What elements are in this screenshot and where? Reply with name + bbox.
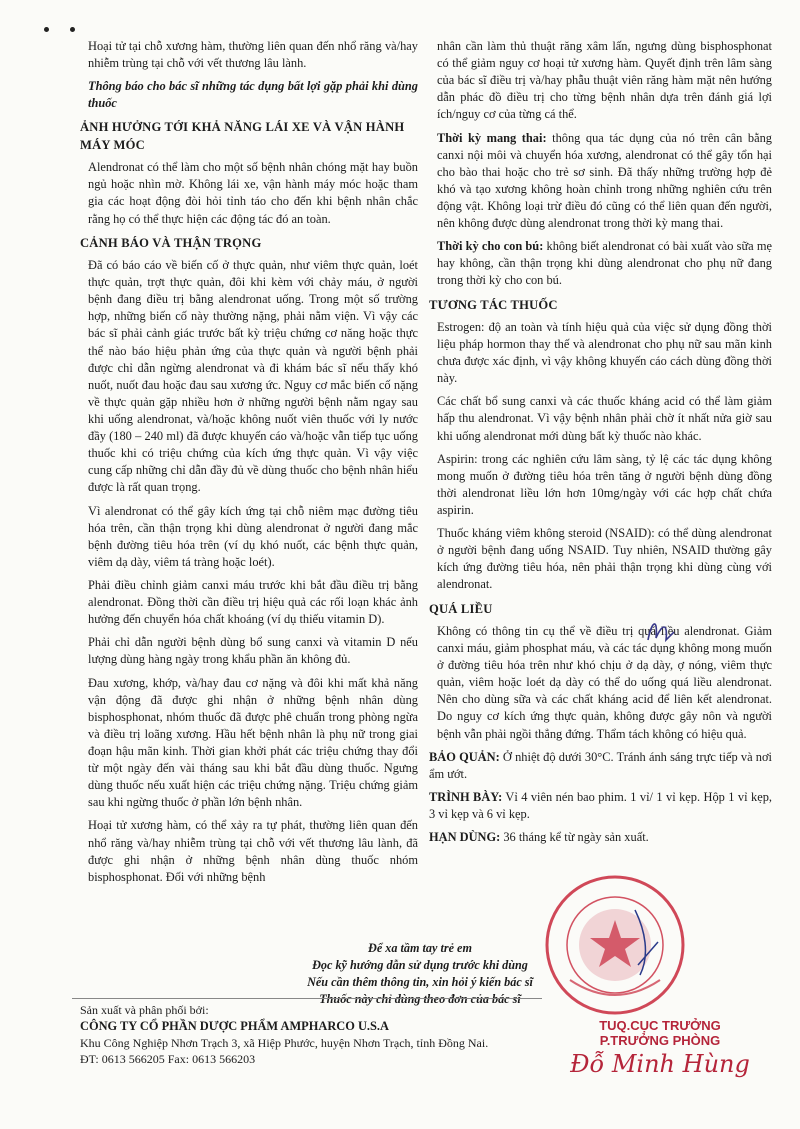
driving-text: Alendronat có thể làm cho một số bệnh nhân chóng mặt hay buồn ngủ hoặc nhìn mờ. Không lái xe, vận hành máy móc hoặc tham gia các hoạt động đòi hỏi tỉnh táo cho đến khi bệnh nhân chắc rằng họ có thể thực hiện các động tác đó an toàn.	[88, 160, 418, 226]
heading-driving: ẢNH HƯỞNG TỚI KHẢ NĂNG LÁI XE VÀ VẬN HÀNH MÁY MÓC	[80, 120, 405, 152]
storage-label: BẢO QUẢN:	[429, 749, 500, 764]
official-stamp-seal	[540, 870, 690, 1020]
signature-title-2: P.TRƯỞNG PHÒNG	[599, 1033, 721, 1048]
warning-line-1: Để xa tầm tay trẻ em	[368, 941, 472, 955]
warning-line-3: Nếu cần thêm thông tin, xin hỏi ý kiến bác sĩ	[307, 975, 533, 990]
interaction-estrogen: Estrogen: độ an toàn và tính hiệu quả của việc sử dụng đồng thời liệu pháp hormon thay thế và alendronat cho phụ nữ sau mãn kinh chưa được xác định, vì vậy không khuyến cáo cách dùng đồng thời này.	[437, 319, 772, 386]
pregnancy-text: thông qua tác dụng của nó trên cân bằng canxi nội môi và chuyển hóa xương, alendronat có thể gây tổn hại cho bào thai hoặc cho trẻ sơ sinh. Đã thấy những trường hợp đẻ khó và tạo xương không hoàn chỉnh trong những nghiên cứu trên động vật. Không loại trừ điều đó cũng có thể liên quan đến người, nên không được dùng alendronat trong thời kỳ mang thai.	[437, 130, 772, 231]
osteonecrosis-note: Hoại tử tại chỗ xương hàm, thường liên quan đến nhổ răng và/hay nhiễm trùng tại chỗ với vết thương lâu lành.	[88, 39, 418, 71]
heading-interactions: TƯƠNG TÁC THUỐC	[429, 297, 558, 312]
warning-paragraph-3: Phải điều chỉnh giảm canxi máu trước khi bắt đầu điều trị bằng alendronat. Đồng thời cần điều trị hiệu quả các rối loạn khác ảnh hưởng đến chuyển hóa chất khoáng (ví dụ thiếu vitamin D).	[88, 577, 418, 627]
signature-block	[570, 1018, 750, 1078]
overdose-text: Không có thông tin cụ thể về điều trị quá liều alendronat. Giảm canxi máu, giảm phosphat máu, và các tác dụng không mong muốn ở đường tiêu hóa trên như khó chịu ở dạ dày, ợ nóng, viêm thực quản, viêm hoặc loét dạ dày có thể do uống quá liều alendronat. Nên cho dùng sữa và các chất kháng acid để liên kết alendronat. Do nguy cơ kích ứng thực quản, không được gây nôn và người bệnh vẫn phải ngồi thẳng đứng. Thẩm tách không có hiệu quả.	[437, 623, 772, 741]
interaction-aspirin: Aspirin: trong các nghiên cứu lâm sàng, tỷ lệ các tác dụng không mong muốn ở đường tiêu hóa trên tăng ở người bệnh dùng đồng thời alendronat liều lớn hơn 10mg/ngày với các hợp chất chứa aspirin.	[437, 451, 772, 517]
presentation-paragraph	[429, 789, 772, 823]
expiry-label: HẠN DÙNG:	[429, 830, 501, 845]
warning-paragraph-6: Hoại tử xương hàm, có thể xảy ra tự phát, thường liên quan đến nhổ răng và/hay nhiễm trùng tại chỗ với vết thương lâu lành, đã được ghi nhận ở những bệnh nhân dùng thuốc nhóm bisphosphonat. Đối với những bệnh	[88, 818, 418, 884]
lactation-label: Thời kỳ cho con bú:	[437, 239, 544, 254]
warning-paragraph-5: Đau xương, khớp, và/hay đau cơ nặng và đôi khi mất khả năng vận động đã được ghi nhận ở những bệnh nhân dùng bisphosphonat, nhóm thuốc đã được phê chuẩn trong phòng ngừa và điều trị loãng xương. Hầu hết bệnh nhân là phụ nữ trong giai đoạn hậu mãn kinh. Thời gian khởi phát các triệu chứng thay đổi từ một ngày đến vài tháng sau khi bắt đầu dùng thuốc. Ngưng dùng thuốc nếu xuất hiện các triệu chứng nặng. Triệu chứng giảm sau khi ngừng thuốc ở phần lớn bệnh nhân.	[88, 675, 418, 810]
presentation-label: TRÌNH BÀY:	[429, 789, 503, 804]
corner-mark-1	[44, 27, 49, 32]
signature-title-1: TUQ.CỤC TRƯỞNG	[599, 1018, 721, 1033]
warning-line-2: Đọc kỹ hướng dẫn sử dụng trước khi dùng	[312, 958, 528, 973]
storage-text: Ở nhiệt độ dưới 30°C. Tránh ánh sáng trực tiếp và nơi ẩm ướt.	[429, 749, 772, 781]
warning-paragraph-1: Đã có báo cáo về biến cố ở thực quản, như viêm thực quản, loét thực quản, trợt thực quản, đôi khi kèm với chảy máu, ở người bệnh đang điều trị bằng alendronat uống. Trong một số trường hợp, những biến cố này thường nặng, phải nằm viện. Vì vậy các bác sĩ phải cảnh giác trước bất kỳ triệu chứng cơ năng hoặc thực thể nào báo hiệu phản ứng của thực quản và người bệnh phải được chỉ dẫn ngừng alendronat và đi khám bác sĩ nếu thấy khó nuốt, nuốt đau hoặc đau sau xương ức. Nguy cơ mắc biến cố nặng về thực quản gặp nhiều hơn ở những người bệnh nằm ngay sau khi uống alendronat, và/hoặc không nuốt viên thuốc với ly nước đầy (180 – 240 ml) đã được khuyến cáo và/hoặc vẫn tiếp tục uống thuốc khi có triệu chứng của kích ứng thực quản. Vì vậy việc cung cấp những chỉ dẫn đầy đủ về dùng thuốc cho bệnh nhân hiểu được là rất quan trọng.	[88, 258, 418, 495]
expiry-text: 36 tháng kể từ ngày sản xuất.	[500, 830, 649, 845]
company-phone: ĐT: 0613 566205 Fax: 0613 566203	[80, 1052, 256, 1067]
company-address: Khu Công Nghiệp Nhơn Trạch 3, xã Hiệp Phước, huyện Nhơn Trạch, tỉnh Đồng Nai.	[80, 1035, 489, 1050]
interaction-calcium: Các chất bổ sung canxi và các thuốc kháng acid có thể làm giảm hấp thu alendronat. Vì vậy bệnh nhân phải chờ ít nhất nửa giờ sau khi uống alendronat mới dùng bất kỳ thuốc nào khác.	[437, 394, 772, 443]
footer-divider	[72, 998, 542, 999]
storage-paragraph	[429, 749, 772, 783]
lactation-text: không biết alendronat có bài xuất vào sữa mẹ hay không, cần thận trọng khi dùng alendronat cho phụ nữ đang trong thời kỳ cho con bú.	[437, 239, 772, 288]
manufacturer-block	[80, 1002, 550, 1067]
warning-paragraph-2: Vì alendronat có thể gây kích ứng tại chỗ niêm mạc đường tiêu hóa trên, cần thận trọng khi dùng alendronat ở người đang mắc bệnh đường tiêu hóa trên (ví dụ khó nuốt, các bệnh thực quản, viêm dạ dày, viêm tá tràng hoặc loét).	[88, 503, 418, 569]
warning-line-4: Thuốc này chỉ dùng theo đơn của bác sĩ	[319, 992, 521, 1007]
right-column	[429, 38, 772, 852]
left-column	[80, 38, 418, 892]
signature-name: Đỗ Minh Hùng	[570, 1050, 750, 1078]
pregnancy-paragraph	[437, 130, 772, 233]
presentation-text: Vỉ 4 viên nén bao phim. 1 vỉ/ 1 vỉ kẹp. Hộp 1 vỉ kẹp, 3 vỉ kẹp và 6 vỉ kẹp.	[429, 789, 772, 822]
heading-warnings: CẢNH BÁO VÀ THẬN TRỌNG	[80, 235, 262, 250]
warning-paragraph-4: Phải chỉ dẫn người bệnh dùng bổ sung canxi và vitamin D nếu lượng dùng hàng ngày trong khẩu phần ăn không đủ.	[88, 635, 418, 667]
report-notice: Thông báo cho bác sĩ những tác dụng bất lợi gặp phải khi dùng thuốc	[88, 79, 418, 111]
pregnancy-label: Thời kỳ mang thai:	[437, 130, 547, 145]
expiry-paragraph	[429, 829, 772, 846]
manufacturer-intro: Sản xuất và phân phối bởi:	[80, 1003, 209, 1017]
corner-mark-2	[70, 27, 75, 32]
initial-signature-icon	[640, 610, 680, 650]
company-name: CÔNG TY CỔ PHẦN DƯỢC PHẨM AMPHARCO U.S.A	[80, 1019, 389, 1034]
lactation-paragraph	[437, 238, 772, 289]
heading-overdose: QUÁ LIỀU	[429, 601, 493, 616]
continued-paragraph: nhân cần làm thủ thuật răng xâm lấn, ngưng dùng bisphosphonat có thể giảm nguy cơ hoại tử xương hàm. Quyết định trên lâm sàng của bác sĩ điều trị và/hay phẫu thuật viên răng hàm mặt nên hướng dẫn phác đồ điều trị cho từng bệnh nhân dựa trên đánh giá lợi ích/nguy cơ của từng cá thể.	[437, 39, 772, 122]
interaction-nsaid: Thuốc kháng viêm không steroid (NSAID): có thể dùng alendronat ở người bệnh đang uống NSAID. Tuy nhiên, NSAID thường gây kích ứng đường tiêu hóa, nên phải thận trọng khi dùng cùng với alendronat.	[437, 526, 772, 592]
